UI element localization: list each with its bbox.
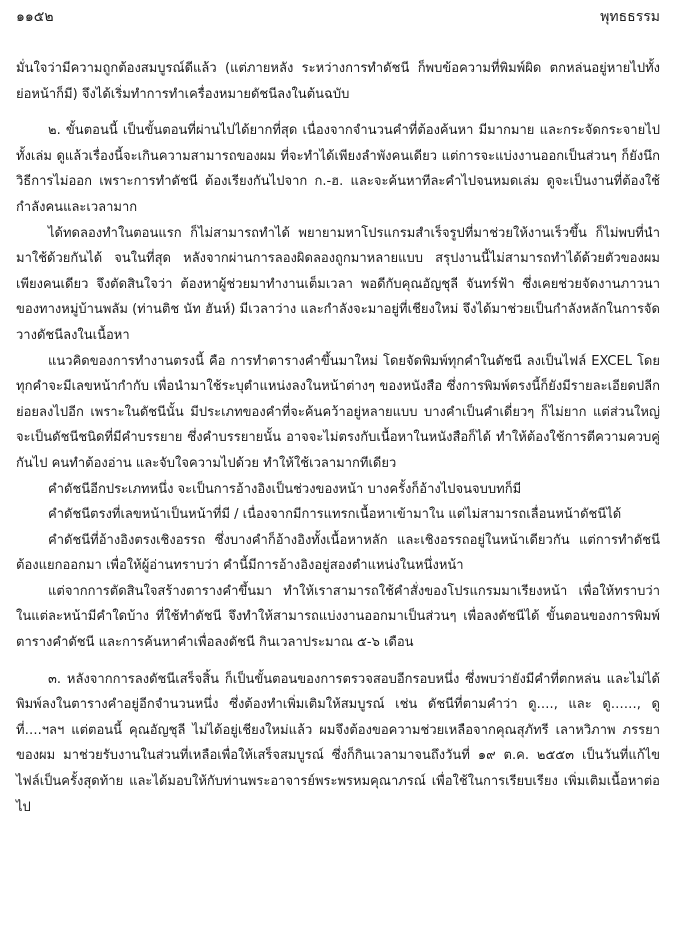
paragraph-footnote-index: คำดัชนีที่อ้างอิงตรงเชิงอรรถ ซึ่งบางคำก็อ้างอิงทั้งเนื้อหาหลัก และเชิงอรรถอยู่ในหน้าเดียวกัน แต่การทำดัชนี ต้องแยกออกมา เพื่อให้ผู้อ่านทราบว่า คำนี้มีการอ้างอิงอยู่สองตำแหน่งในหนึ่งหน้า <box>16 532 660 574</box>
paragraph-range-index: คำดัชนีอีกประเภทหนึ่ง จะเป็นการอ้างอิงเป็นช่วงของหน้า บางครั้งก็อ้างไปจนจบบทก็มี <box>48 481 522 497</box>
paragraph-trial: ได้ทดลองทำในตอนแรก ก็ไม่สามารถทำได้ พยายามหาโปรแกรมสำเร็จรูปที่มาช่วยให้งานเร็วขึ้น ก็ไม่พบที่นำมาใช้ด้วยกันได้ จนในที่สุด หลังจากผ่านการลองผิดลองถูกมาหลายแบบ สรุปงานนี้ไม่สามารถทำได้ด้วยตัวของผมเพียงคนเดียว จึงตัดสินใจว่า ต้องหาผู้ช่วยมาทำงานเต็มเวลา พอดีกับคุณอัญชุลี จันทร์ฟ้า ซึ่งเคยช่วยจัดงานภาวนาของทางหมู่บ้านพลัม (ท่านติช นัท ฮันห์) มีเวลาว่าง และกำลังจะมาอยู่ที่เชียงใหม่ จึงได้มาช่วยเป็นกำลังหลักในการจัดวางดัชนีลงในเนื้อหา <box>16 225 660 343</box>
paragraph-step-3: ๓. หลังจากการลงดัชนีเสร็จสิ้น ก็เป็นขั้นตอนของการตรวจสอบอีกรอบหนึ่ง ซึ่งพบว่ายังมีคำที่ตกหล่น และไม่ได้พิมพ์ลงในตารางคำอยู่อีกจำนวนหนึ่ง ซึ่งต้องทำเพิ่มเติมให้สมบูรณ์ เช่น ดัชนีที่ตามคำว่า ดู…., และ ดู……, ดูที่….ฯลฯ แต่ตอนนี้ คุณอัญชุลี ไม่ได้อยู่เชียงใหม่แล้ว ผมจึงต้องขอความช่วยเหลือจากคุณสุภัทรี เลาหวิภาพ ภรรยาของผม มาช่วยรับงานในส่วนที่เหลือเพื่อให้เสร็จสมบูรณ์ ซึ่งก็กินเวลามาจนถึงวันที่ ๑๙ ต.ค. ๒๕๕๓ เป็นวันที่แก้ไขไฟล์เป็นครั้งสุดท้าย และได้มอบให้กับท่านพระอาจารย์พระพรหมคุณาภรณ์ เพื่อใช้ในการเรียบเรียง เพิ่มเติมเนื้อหาต่อไป <box>16 671 660 815</box>
body-text <box>16 56 660 820</box>
page-number: ๑๑๕๒ <box>16 9 54 25</box>
page-header <box>16 6 660 28</box>
paragraph-slash-index: คำดัชนีตรงที่เลขหน้าเป็นหน้าที่มี / เนื่องจากมีการแทรกเนื้อหาเข้ามาใน แต่ไม่สามารถเลื่อนหน้าดัชนีได้ <box>48 507 622 523</box>
paragraph-approach: แนวคิดของการทำงานตรงนี้ คือ การทำตารางคำขึ้นมาใหม่ โดยจัดพิมพ์ทุกคำในดัชนี ลงเป็นไฟล์ EXCEL โดยทุกคำจะมีเลขหน้ากำกับ เพื่อนำมาใช้ระบุตำแหน่งลงในหน้าต่างๆ ของหนังสือ ซึ่งการพิมพ์ตรงนี้ก็ยังมีรายละเอียดปลีกย่อยลงไปอีก เพราะในดัชนีนั้น มีประเภทของคำที่จะค้นคว้าอยู่หลายแบบ บางคำเป็นคำเดี่ยวๆ ก็ไม่ยาก แต่ส่วนใหญ่จะเป็นดัชนีชนิดที่มีคำบรรยาย ซึ่งคำบรรยายนั้น อาจจะไม่ตรงกับเนื้อหาในหนังสือก็ได้ ทำให้ต้องใช้การตีความควบคู่กันไป คนทำต้องอ่าน และจับใจความไปด้วย ทำให้ใช้เวลามากทีเดียว <box>16 353 660 471</box>
running-head: พุทธธรรม <box>600 9 660 25</box>
paragraph-continuation: มั่นใจว่ามีความถูกต้องสมบูรณ์ดีแล้ว (แต่ภายหลัง ระหว่างการทำดัชนี ก็พบข้อความที่พิมพ์ผิด ตกหล่นอยู่หายไปทั้งย่อหน้าก็มี) จึงได้เริ่มทำการทำเครื่องหมายดัชนีลงในต้นฉบับ <box>16 61 660 102</box>
paragraph-step-2: ๒. ขั้นตอนนี้ เป็นขั้นตอนที่ผ่านไปได้ยากที่สุด เนื่องจากจำนวนคำที่ต้องค้นหา มีมากมาย และกระจัดกระจายไปทั้งเล่ม ดูแล้วเรื่องนี้จะเกินความสามารถของผม ที่จะทำได้เพียงลำพังคนเดียว แต่การจะแบ่งงานออกเป็นส่วนๆ ก็ยังนึกวิธีการไม่ออก เพราะการทำดัชนี ต้องเรียงกันไปจาก ก.-ฮ. และจะค้นหาทีละคำไปจนหมดเล่ม ดูจะเป็นงานที่ต้องใช้กำลังคนและเวลามาก <box>16 123 660 215</box>
paragraph-table-decision: แต่จากการตัดสินใจสร้างตารางคำขึ้นมา ทำให้เราสามารถใช้คำสั่งของโปรแกรมมาเรียงหน้า เพื่อให้ทราบว่า ในแต่ละหน้ามีคำใดบ้าง ที่ใช้ทำดัชนี จึงทำให้สามารถแบ่งงานออกมาเป็นส่วนๆ เพื่อลงดัชนีได้ ขั้นตอนของการพิมพ์ตารางคำดัชนี และการค้นหาคำเพื่อลงดัชนี กินเวลาประมาณ ๕-๖ เดือน <box>16 583 660 651</box>
